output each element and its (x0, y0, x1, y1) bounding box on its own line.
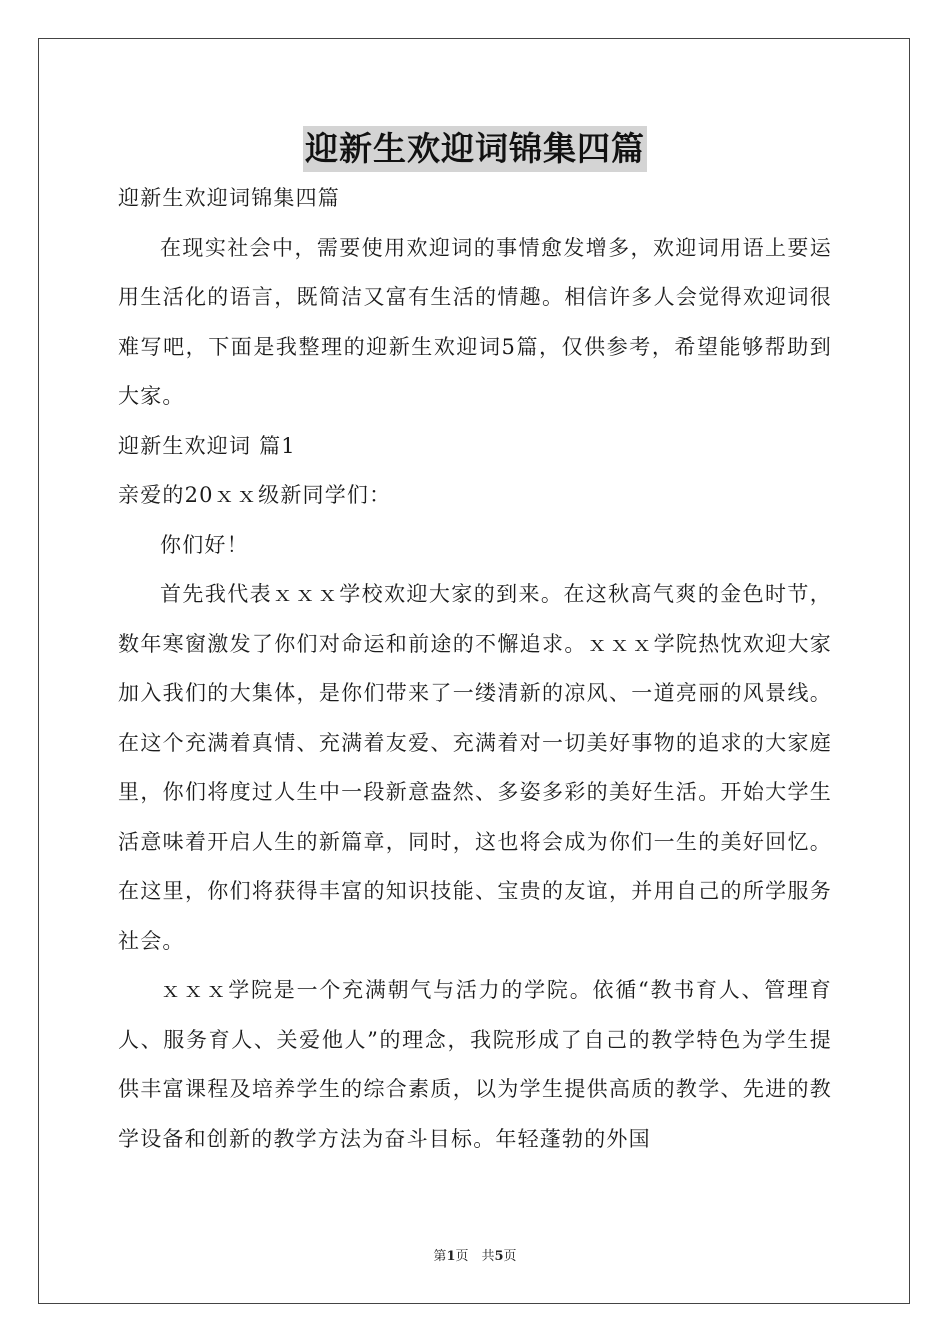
footer-page-total: 5 (494, 1249, 504, 1264)
greeting: 你们好！ (160, 532, 249, 557)
footer-prefix: 第 (433, 1249, 447, 1264)
title-container (0, 126, 950, 172)
body-paragraph: ｘｘｘ学院是一个充满朝气与活力的学院。依循“教书育人、管理育人、服务育人、关爱他人”的理念，我院形成了自己的教学特色为学生提供丰富课程及培养学生的综合素质，以为学生提供高质的教学、先进的教学设备和创新的教学方法为奋斗目标。年轻蓬勃的外国 (118, 978, 832, 1151)
body-paragraph: 首先我代表ｘｘｘ学校欢迎大家的到来。在这秋高气爽的金色时节，数年寒窗激发了你们对命运和前途的不懈追求。ｘｘｘ学院热忱欢迎大家加入我们的大集体，是你们带来了一缕清新的凉风、一道亮丽的风景线。在这个充满着真情、充满着友爱、充满着对一切美好事物的追求的大家庭里，你们将度过人生中一段新意盎然、多姿多彩的美好生活。开始大学生活意味着开启人生的新篇章，同时，这也将会成为你们一生的美好回忆。在这里，你们将获得丰富的知识技能、宝贵的友谊，并用自己的所学服务社会。 (118, 582, 832, 953)
section-heading: 迎新生欢迎词 篇1 (118, 433, 296, 458)
subtitle-paragraph: 迎新生欢迎词锦集四篇 (118, 186, 340, 210)
document-title: 迎新生欢迎词锦集四篇 (303, 126, 647, 172)
page-footer (0, 1245, 950, 1264)
document-body (118, 174, 832, 1164)
footer-page-current: 1 (446, 1249, 456, 1264)
footer-mid: 页 共 (455, 1249, 495, 1264)
salutation: 亲爱的20ｘｘ级新同学们： (118, 483, 392, 507)
footer-suffix: 页 (503, 1249, 517, 1264)
intro-paragraph: 在现实社会中，需要使用欢迎词的事情愈发增多，欢迎词用语上要运用生活化的语言，既简洁又富有生活的情趣。相信许多人会觉得欢迎词很难写吧，下面是我整理的迎新生欢迎词5篇，仅供参考，希望能够帮助到大家。 (118, 235, 832, 408)
